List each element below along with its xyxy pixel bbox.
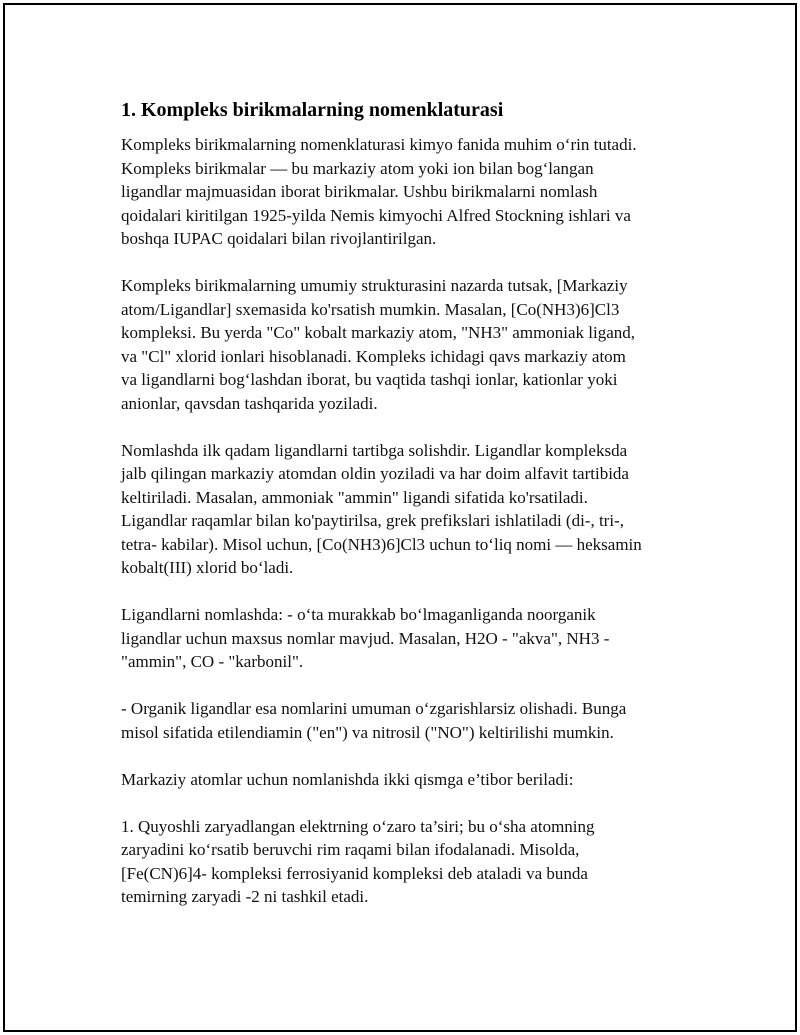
paragraph-list-item-1: 1. Quyoshli zaryadlangan elektrning o‘zaro ta’siri; bu o‘sha atomning zaryadini ko‘rsatib beruvchi rim raqami bilan ifodalanadi. Misolda, [Fe(CN)6]4- kompleksi ferrosiyanid kompleksi deb ataladi va bunda temirning zaryadi -2 ni tashkil etadi. (121, 816, 595, 906)
paragraph-intro: Kompleks birikmalarning nomenklaturasi kimyo fanida muhim o‘rin tutadi. Kompleks birikmalar — bu markaziy atom yoki ion bilan bog‘langan ligandlar majmuasidan iborat birikmalar. Ushbu birikmalarni nomlash qoidalari kiritilgan 1925-yilda Nemis kimyochi Alfred Stockning ishlari va boshqa IUPAC qoidalari bilan rivojlantirilgan. (121, 135, 637, 248)
paragraph-central-atoms: Markaziy atomlar uchun nomlanishda ikki qismga e’tibor beriladi: (121, 769, 574, 789)
paragraph-organic-ligands: - Organik ligandlar esa nomlarini umuman o‘zgarishlarsiz olishadi. Bunga misol sifatida etilendiamin ("en") va nitrosil ("NO") keltirilishi mumkin. (121, 699, 627, 742)
document-heading: 1. Kompleks birikmalarning nomenklaturasi (121, 99, 504, 121)
document-body (121, 97, 693, 932)
paragraph-structure: Kompleks birikmalarning umumiy strukturasini nazarda tutsak, [Markaziy atom/Ligandlar] sxemasida ko'rsatish mumkin. Masalan, [Co(NH3)6]Cl3 kompleksi. Bu yerda "Co" kobalt markaziy atom, "NH3" ammoniak ligand, va "Cl" xlorid ionlari hisoblanadi. Kompleks ichidagi qavs markaziy atom va ligandlarni bog‘lashdan iborat, bu vaqtida tashqi ionlar, kationlar yoki anionlar, qavsdan tashqarida yoziladi. (121, 276, 636, 413)
paragraph-ligand-naming: Ligandlarni nomlashda: - o‘ta murakkab bo‘lmaganliganda noorganik ligandlar uchun maxsus nomlar mavjud. Masalan, H2O - "akva", NH3 - "ammin", CO - "karbonil". (121, 605, 610, 671)
paragraph-naming-order: Nomlashda ilk qadam ligandlarni tartibga solishdir. Ligandlar kompleksda jalb qilingan markaziy atomdan oldin yoziladi va har doim alfavit tartibida keltiriladi. Masalan, ammoniak "ammin" ligandi sifatida ko'rsatiladi. Ligandlar raqamlar bilan ko'paytirilsa, grek prefikslari ishlatiladi (di-, tri-, tetra- kabilar). Misol uchun, [Co(NH3)6]Cl3 uchun to‘liq nomi — heksamin kobalt(III) xlorid bo‘ladi. (121, 440, 642, 577)
page-frame (3, 3, 797, 1032)
